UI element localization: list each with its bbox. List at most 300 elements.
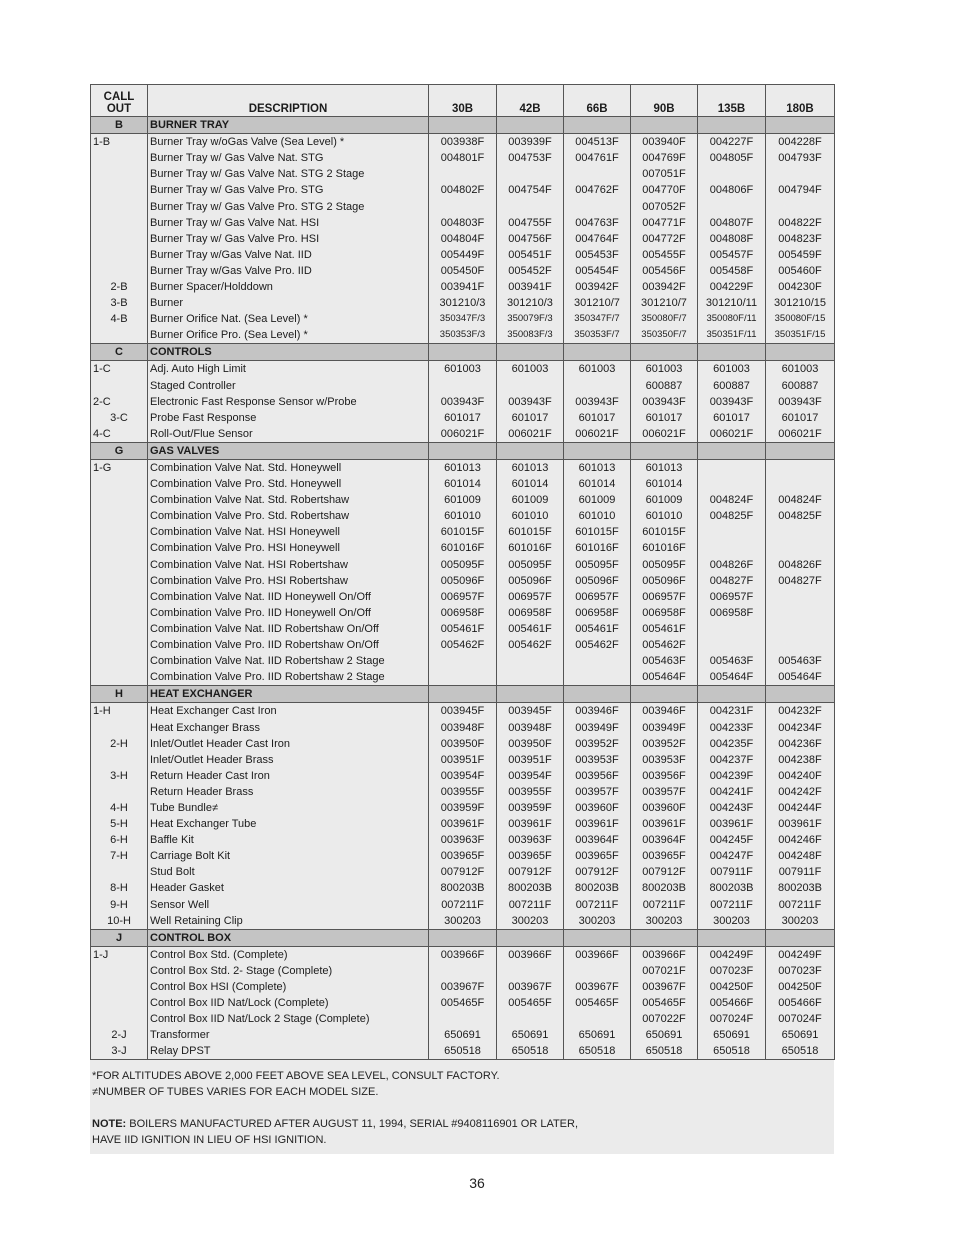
part-number-cell: 350080F/15 [766,311,835,327]
part-number-cell: 006021F [429,426,497,443]
table-row [91,768,835,784]
callout-cell: 6-H [91,832,148,848]
callout-cell [91,476,148,492]
part-number-cell: 003963F [497,832,564,848]
section-header-cell [766,117,835,134]
description-cell: Adj. Auto High Limit [148,361,429,378]
part-number-cell: 004244F [766,800,835,816]
callout-cell [91,327,148,344]
section-header-cell [564,442,631,459]
callout-cell: 2-B [91,279,148,295]
part-number-cell: 601016F [429,540,497,556]
description-cell: Control Box IID Nat/Lock (Complete) [148,995,429,1011]
part-number-cell: 601014 [429,476,497,492]
part-number-cell: 350351F/11 [698,327,766,344]
part-number-cell: 005465F [564,995,631,1011]
part-number-cell: 601003 [564,361,631,378]
callout-cell [91,963,148,979]
table-row [91,816,835,832]
table-row [91,459,835,476]
part-number-cell: 003943F [631,394,698,410]
part-number-cell: 006021F [698,426,766,443]
parts-table [90,84,835,1060]
callout-cell [91,589,148,605]
table-row [91,394,835,410]
part-number-cell: 006958F [564,605,631,621]
part-number-cell [564,378,631,394]
part-number-cell: 005096F [497,573,564,589]
part-number-cell: 003946F [631,703,698,720]
callout-cell: 3-B [91,295,148,311]
part-number-cell: 601016F [564,540,631,556]
table-row [91,215,835,231]
part-number-cell: 004826F [698,557,766,573]
part-number-cell: 004803F [429,215,497,231]
table-row [91,1043,835,1060]
description-cell: Burner Tray w/ Gas Valve Pro. STG 2 Stage [148,198,429,214]
callout-cell [91,198,148,214]
part-number-cell: 003941F [497,279,564,295]
table-row [91,540,835,556]
description-cell: Control Box Std. 2- Stage (Complete) [148,963,429,979]
part-number-cell: 006958F [631,605,698,621]
table-row [91,557,835,573]
description-cell: Burner [148,295,429,311]
part-number-cell: 003961F [631,816,698,832]
part-number-cell: 005465F [497,995,564,1011]
part-number-cell: 650518 [564,1043,631,1060]
footnotes [92,1068,500,1100]
callout-cell [91,557,148,573]
description-cell: Combination Valve Nat. IID Robertshaw 2 Stage [148,653,429,669]
table-row [91,150,835,166]
part-number-cell: 301210/15 [766,295,835,311]
part-number-cell: 007912F [497,864,564,880]
section-header-cell [497,344,564,361]
part-number-cell: 004247F [698,848,766,864]
description-cell: Burner Tray w/ Gas Valve Pro. STG [148,182,429,198]
part-number-cell: 004231F [698,703,766,720]
description-cell: Burner Orifice Pro. (Sea Level) * [148,327,429,344]
part-number-cell [564,1011,631,1027]
section-header-cell [631,442,698,459]
part-number-cell: 003940F [631,134,698,151]
callout-cell: 7-H [91,848,148,864]
table-row [91,637,835,653]
part-number-cell: 003948F [429,719,497,735]
part-number-cell: 004824F [766,492,835,508]
part-number-cell: 006021F [631,426,698,443]
part-number-cell [564,166,631,182]
description-cell: Roll-Out/Flue Sensor [148,426,429,443]
part-number-cell: 005458F [698,263,766,279]
description-cell: Sensor Well [148,897,429,913]
section-header-cell [429,117,497,134]
part-number-cell [766,166,835,182]
section-header-row [91,442,835,459]
part-number-cell [698,540,766,556]
part-number-cell [429,1011,497,1027]
table-row [91,426,835,443]
part-number-cell: 601003 [497,361,564,378]
part-number-cell: 300203 [698,913,766,930]
part-number-cell: 004771F [631,215,698,231]
part-number-cell: 003963F [429,832,497,848]
section-header-cell [497,929,564,946]
part-number-cell: 007211F [429,897,497,913]
header-callout-line2: OUT [106,103,132,115]
part-number-cell: 003950F [497,736,564,752]
callout-cell: 1-H [91,703,148,720]
description-cell: Heat Exchanger Tube [148,816,429,832]
part-number-cell: 601014 [631,476,698,492]
part-number-cell: 004234F [766,719,835,735]
part-number-cell: 004250F [698,979,766,995]
part-number-cell: 800203B [631,880,698,896]
description-cell: Burner Tray w/Gas Valve Nat. IID [148,247,429,263]
table-row [91,800,835,816]
part-number-cell [564,653,631,669]
part-number-cell: 004772F [631,231,698,247]
description-cell: Return Header Cast Iron [148,768,429,784]
part-number-cell: 004825F [698,508,766,524]
callout-cell [91,995,148,1011]
callout-cell: 2-J [91,1027,148,1043]
part-number-cell [497,669,564,686]
section-header-cell [631,686,698,703]
part-number-cell: 005095F [631,557,698,573]
description-cell: Burner Tray w/ Gas Valve Nat. STG [148,150,429,166]
part-number-cell: 004228F [766,134,835,151]
part-number-cell: 006957F [564,589,631,605]
callout-cell [91,378,148,394]
callout-cell [91,784,148,800]
part-number-cell [766,476,835,492]
section-header-row [91,686,835,703]
part-number-cell: 004770F [631,182,698,198]
part-number-cell: 003959F [497,800,564,816]
part-number-cell: 600887 [698,378,766,394]
part-number-cell: 005095F [429,557,497,573]
description-cell: Baffle Kit [148,832,429,848]
part-number-cell: 004769F [631,150,698,166]
table-row [91,784,835,800]
table-row [91,864,835,880]
part-number-cell: 003964F [564,832,631,848]
description-cell: Control Box Std. (Complete) [148,946,429,963]
part-number-cell: 004238F [766,752,835,768]
part-number-cell: 800203B [497,880,564,896]
part-number-cell: 007912F [429,864,497,880]
callout-cell [91,605,148,621]
callout-cell: 4-B [91,311,148,327]
callout-cell [91,263,148,279]
section-header-cell [429,686,497,703]
description-cell: Burner Tray w/Gas Valve Pro. IID [148,263,429,279]
callout-cell: 8-H [91,880,148,896]
section-header-cell [564,929,631,946]
part-number-cell: 005455F [631,247,698,263]
description-cell: Heat Exchanger Brass [148,719,429,735]
part-number-cell: 005465F [631,995,698,1011]
table-row [91,913,835,930]
part-number-cell: 301210/7 [631,295,698,311]
part-number-cell: 004805F [698,150,766,166]
part-number-cell: 005459F [766,247,835,263]
callout-cell [91,492,148,508]
part-number-cell: 004249F [766,946,835,963]
part-number-cell: 650691 [497,1027,564,1043]
description-cell: Combination Valve Pro. Std. Robertshaw [148,508,429,524]
part-number-cell: 004822F [766,215,835,231]
table-row [91,134,835,151]
part-number-cell: 601010 [564,508,631,524]
part-number-cell: 650691 [564,1027,631,1043]
section-header-cell [564,686,631,703]
table-row [91,231,835,247]
callout-cell [91,1011,148,1027]
description-cell: Probe Fast Response [148,410,429,426]
callout-cell: 1-C [91,361,148,378]
section-header-cell [766,442,835,459]
part-number-cell: 350353F/7 [564,327,631,344]
callout-cell [91,864,148,880]
part-number-cell: 601015F [631,524,698,540]
description-cell: Combination Valve Pro. IID Robertshaw On/Off [148,637,429,653]
table-row [91,752,835,768]
part-number-cell: 004794F [766,182,835,198]
part-number-cell [429,166,497,182]
callout-cell: 2-H [91,736,148,752]
part-number-cell: 004808F [698,231,766,247]
part-number-cell: 601013 [429,459,497,476]
part-number-cell: 007211F [766,897,835,913]
part-number-cell: 005096F [631,573,698,589]
part-number-cell: 006957F [497,589,564,605]
callout-cell: 2-C [91,394,148,410]
part-number-cell: 800203B [766,880,835,896]
section-header-cell [564,117,631,134]
part-number-cell: 005462F [429,637,497,653]
part-number-cell: 650691 [766,1027,835,1043]
part-number-cell: 003952F [564,736,631,752]
header-description: DESCRIPTION [148,85,429,117]
part-number-cell: 004824F [698,492,766,508]
part-number-cell: 601017 [429,410,497,426]
part-number-cell [698,459,766,476]
section-code: B [91,117,148,134]
part-number-cell: 003938F [429,134,497,151]
part-number-cell: 301210/3 [429,295,497,311]
section-title: GAS VALVES [148,442,429,459]
part-number-cell: 350347F/7 [564,311,631,327]
table-row [91,476,835,492]
header-callout-line1: CALL [103,91,135,103]
callout-cell [91,150,148,166]
part-number-cell: 005466F [766,995,835,1011]
section-header-cell [766,686,835,703]
part-number-cell: 003945F [429,703,497,720]
part-number-cell: 005456F [631,263,698,279]
part-number-cell [698,166,766,182]
part-number-cell: 003965F [429,848,497,864]
section-header-cell [766,344,835,361]
part-number-cell: 004806F [698,182,766,198]
section-header-cell [631,344,698,361]
part-number-cell: 004246F [766,832,835,848]
part-number-cell: 650691 [631,1027,698,1043]
description-cell: Well Retaining Clip [148,913,429,930]
part-number-cell: 005461F [429,621,497,637]
part-number-cell: 003957F [564,784,631,800]
note-label: NOTE: [92,1118,127,1130]
table-row [91,621,835,637]
description-cell: Stud Bolt [148,864,429,880]
table-row [91,508,835,524]
table-row [91,669,835,686]
part-number-cell: 601017 [564,410,631,426]
part-number-cell: 003954F [497,768,564,784]
part-number-cell: 004762F [564,182,631,198]
part-number-cell: 800203B [698,880,766,896]
part-number-cell: 003961F [698,816,766,832]
part-number-cell: 003960F [631,800,698,816]
section-header-cell [766,929,835,946]
part-number-cell: 003956F [564,768,631,784]
description-cell: Control Box HSI (Complete) [148,979,429,995]
section-title: CONTROLS [148,344,429,361]
part-number-cell: 004235F [698,736,766,752]
part-number-cell: 004513F [564,134,631,151]
callout-cell [91,215,148,231]
part-number-cell: 005462F [631,637,698,653]
part-number-cell: 003966F [631,946,698,963]
table-row [91,979,835,995]
part-number-cell: 350079F/3 [497,311,564,327]
table-row [91,963,835,979]
part-number-cell [497,1011,564,1027]
part-number-cell: 003955F [497,784,564,800]
part-number-cell [429,963,497,979]
part-number-cell: 003948F [497,719,564,735]
part-number-cell: 601009 [497,492,564,508]
section-header-cell [497,442,564,459]
part-number-cell: 003952F [631,736,698,752]
table-row [91,880,835,896]
part-number-cell: 005096F [564,573,631,589]
part-number-cell: 601014 [497,476,564,492]
part-number-cell: 300203 [497,913,564,930]
description-cell: Carriage Bolt Kit [148,848,429,864]
part-number-cell: 004241F [698,784,766,800]
table-row [91,247,835,263]
part-number-cell: 004248F [766,848,835,864]
part-number-cell: 003966F [564,946,631,963]
description-cell: Combination Valve Nat. Std. Honeywell [148,459,429,476]
part-number-cell: 005464F [631,669,698,686]
description-cell: Burner Tray w/ Gas Valve Pro. HSI [148,231,429,247]
callout-cell [91,508,148,524]
part-number-cell: 601016F [631,540,698,556]
part-number-cell: 006957F [429,589,497,605]
part-number-cell: 650518 [497,1043,564,1060]
callout-cell [91,166,148,182]
callout-cell [91,247,148,263]
part-number-cell: 007022F [631,1011,698,1027]
callout-cell: 3-H [91,768,148,784]
part-number-cell [766,621,835,637]
part-number-cell [429,669,497,686]
part-number-cell: 003945F [497,703,564,720]
table-row [91,279,835,295]
callout-cell [91,669,148,686]
part-number-cell: 005463F [631,653,698,669]
part-number-cell: 007211F [698,897,766,913]
part-number-cell: 004823F [766,231,835,247]
description-cell: Transformer [148,1027,429,1043]
part-number-cell: 601017 [766,410,835,426]
description-cell: Electronic Fast Response Sensor w/Probe [148,394,429,410]
description-cell: Combination Valve Nat. IID Honeywell On/Off [148,589,429,605]
part-number-cell: 005461F [564,621,631,637]
part-number-cell: 601017 [698,410,766,426]
part-number-cell: 005451F [497,247,564,263]
part-number-cell: 003961F [497,816,564,832]
part-number-cell: 601010 [497,508,564,524]
part-number-cell: 004793F [766,150,835,166]
section-code: H [91,686,148,703]
section-header-cell [429,442,497,459]
part-number-cell [766,524,835,540]
part-number-cell: 301210/11 [698,295,766,311]
part-number-cell: 004240F [766,768,835,784]
part-number-cell: 004229F [698,279,766,295]
part-number-cell [429,198,497,214]
part-number-cell [429,653,497,669]
section-code: J [91,929,148,946]
part-number-cell: 005461F [631,621,698,637]
part-number-cell: 007024F [766,1011,835,1027]
part-number-cell [564,198,631,214]
callout-cell [91,231,148,247]
callout-cell: 1-J [91,946,148,963]
part-number-cell: 005449F [429,247,497,263]
part-number-cell: 004239F [698,768,766,784]
section-code: G [91,442,148,459]
part-number-cell: 003953F [564,752,631,768]
table-row [91,198,835,214]
part-number-cell: 007211F [497,897,564,913]
part-number-cell: 350351F/15 [766,327,835,344]
part-number-cell: 005466F [698,995,766,1011]
part-number-cell: 004761F [564,150,631,166]
part-number-cell: 003955F [429,784,497,800]
part-number-cell: 601003 [429,361,497,378]
callout-cell [91,719,148,735]
part-number-cell: 601015F [564,524,631,540]
part-number-cell: 601015F [429,524,497,540]
part-number-cell [698,198,766,214]
part-number-cell: 601017 [631,410,698,426]
table-row [91,897,835,913]
part-number-cell: 004249F [698,946,766,963]
description-cell: Tube Bundle≠ [148,800,429,816]
part-number-cell: 003961F [766,816,835,832]
part-number-cell: 006957F [698,589,766,605]
callout-cell: 1-G [91,459,148,476]
part-number-cell: 005452F [497,263,564,279]
callout-cell [91,637,148,653]
